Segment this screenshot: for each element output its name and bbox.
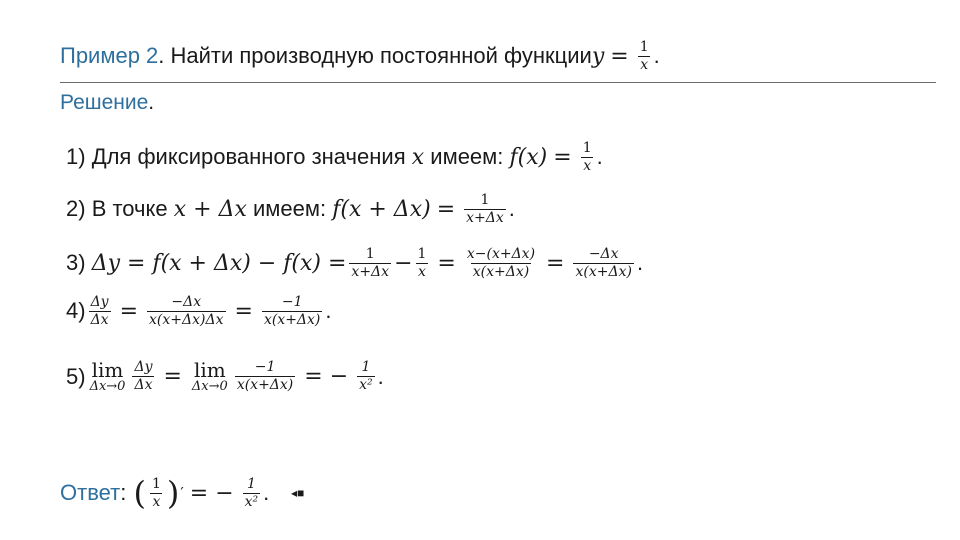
fraction-denominator: x	[152, 493, 161, 510]
step-3	[66, 247, 643, 279]
title-y: y	[591, 43, 605, 69]
step-have: имеем:	[253, 196, 327, 222]
fraction-denominator: x(x+Δx)	[263, 311, 321, 328]
step-number: 1)	[66, 144, 86, 170]
answer-colon: :	[120, 480, 127, 505]
step-limit-1	[90, 360, 126, 393]
step-point: x + Δx	[173, 196, 247, 222]
step-variable: x	[411, 144, 425, 170]
step-fraction-3	[465, 247, 537, 279]
step-end: .	[325, 298, 332, 324]
answer-eq: = −	[189, 480, 234, 506]
step-fraction-2	[416, 247, 429, 279]
step-lhs: f(x + Δx)	[332, 196, 431, 222]
limit-subscript: Δx→0	[89, 379, 126, 394]
title-fraction	[638, 40, 651, 72]
step-fraction-3	[357, 360, 375, 392]
fraction-denominator: x²	[244, 493, 259, 510]
answer-end: .	[263, 480, 270, 505]
step-end: .	[377, 363, 384, 389]
step-eq: =	[119, 298, 139, 324]
example-text: . Найти производную постоянной функции	[158, 43, 592, 69]
fraction-denominator: x+Δx	[351, 263, 390, 280]
fraction-numerator: 1	[365, 246, 375, 262]
step-lhs: f(x)	[509, 144, 548, 170]
fraction-denominator: x	[418, 263, 426, 280]
limit-subscript: Δx→0	[191, 379, 228, 394]
step-fraction	[464, 193, 506, 225]
solution-label: Решение	[60, 91, 149, 114]
fraction-denominator: x(x+Δx)	[472, 263, 530, 280]
fraction-numerator: 1	[582, 140, 592, 156]
step-fraction-2	[147, 295, 225, 327]
example-label: Пример 2	[60, 43, 159, 69]
step-fraction-1	[132, 360, 154, 392]
solution-dot: .	[148, 91, 155, 114]
step-fraction-3	[262, 295, 322, 327]
step-eq: =	[436, 196, 456, 222]
fraction-denominator: x+Δx	[466, 209, 504, 226]
step-eq: =	[437, 250, 456, 276]
end-of-proof-icon: ◂■	[291, 486, 305, 500]
solution-heading	[60, 91, 154, 115]
step-minus: −	[394, 250, 413, 276]
step-4	[66, 295, 332, 327]
step-eq: =	[234, 298, 253, 324]
step-eq: =	[546, 250, 565, 276]
step-lhs: Δy = f(x + Δx) − f(x) =	[91, 250, 347, 276]
step-eq: =	[553, 144, 572, 170]
title-eq: =	[610, 43, 629, 69]
fraction-numerator: Δy	[90, 294, 109, 310]
fraction-numerator: −Δx	[588, 246, 619, 262]
fraction-denominator: x(x+Δx)	[236, 377, 294, 393]
fraction-numerator: Δy	[134, 359, 153, 376]
fraction-numerator: x−(x+Δx)	[466, 246, 536, 262]
fraction-numerator: 1	[417, 246, 427, 262]
fraction-numerator: 1	[151, 475, 161, 492]
step-2	[66, 193, 515, 225]
step-eq: = −	[304, 364, 349, 389]
limit-word: lim	[91, 358, 124, 382]
fraction-numerator: −Δx	[171, 294, 202, 310]
step-fraction	[581, 141, 594, 173]
fraction-numerator: 1	[361, 359, 371, 376]
step-end: .	[508, 196, 515, 222]
step-fraction-2	[235, 360, 295, 392]
fraction-denominator: x	[640, 56, 649, 73]
answer-fraction	[150, 477, 163, 509]
answer	[60, 474, 269, 512]
step-fraction-1	[89, 295, 111, 327]
step-text: Для фиксированного значения	[91, 144, 406, 170]
step-fraction-4	[573, 247, 633, 279]
limit-word: lim	[193, 358, 226, 382]
fraction-numerator: 1	[480, 192, 490, 208]
fraction-numerator: −1	[281, 294, 303, 310]
step-text: В точке	[91, 196, 168, 222]
example-title	[60, 40, 660, 72]
fraction-denominator: x²	[359, 377, 373, 393]
fraction-numerator: −1	[254, 359, 276, 376]
fraction-numerator: 1	[246, 475, 256, 492]
fraction-denominator: Δx	[90, 311, 109, 328]
fraction-denominator: x(x+Δx)Δx	[149, 311, 224, 328]
answer-label: Ответ	[60, 480, 121, 505]
step-1	[66, 141, 603, 173]
step-number: 2)	[66, 196, 86, 222]
step-have: имеем:	[430, 144, 504, 170]
fraction-denominator: x	[583, 157, 592, 174]
answer-right-paren: )	[166, 474, 180, 512]
fraction-denominator: x(x+Δx)	[575, 263, 632, 280]
step-number: 3)	[66, 250, 86, 276]
answer-prime: ′	[180, 484, 184, 502]
step-limit-2	[192, 360, 228, 393]
step-5	[66, 360, 384, 393]
step-end: .	[596, 144, 603, 170]
step-number: 4)	[66, 298, 86, 324]
title-end: .	[653, 43, 660, 69]
fraction-numerator: 1	[639, 39, 649, 55]
horizontal-divider	[60, 82, 936, 83]
answer-result-fraction	[243, 477, 261, 509]
step-end: .	[636, 250, 644, 276]
answer-left-paren: (	[133, 474, 146, 512]
step-fraction-1	[349, 247, 391, 279]
step-number: 5)	[66, 363, 86, 389]
fraction-denominator: Δx	[134, 377, 153, 393]
step-eq: =	[163, 364, 182, 389]
